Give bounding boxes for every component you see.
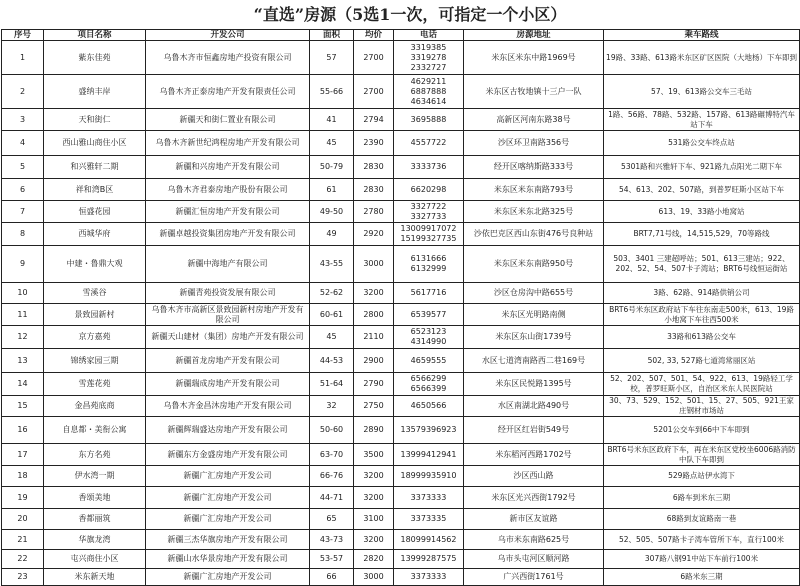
col-index-header: 序号 <box>2 30 44 41</box>
col-area-cell: 50-60 <box>310 417 354 444</box>
col-phone-cell: 3695888 <box>394 109 464 131</box>
col-index-cell: 18 <box>2 466 44 487</box>
col-project-name-cell: 天和街仁 <box>44 109 146 131</box>
col-avg-price-cell: 2800 <box>354 304 394 326</box>
col-address-cell: 水区南湖北路490号 <box>464 396 604 417</box>
col-index-cell: 17 <box>2 444 44 466</box>
col-project-name-header: 项目名称 <box>44 30 146 41</box>
col-index-cell: 3 <box>2 109 44 131</box>
col-phone-cell: 3333736 <box>394 156 464 179</box>
col-area-cell: 61 <box>310 179 354 201</box>
col-address-cell: 经开区红岩街549号 <box>464 417 604 444</box>
col-project-name-cell: 和兴雅轩二期 <box>44 156 146 179</box>
col-developer-header: 开发公司 <box>146 30 310 41</box>
col-index-cell: 6 <box>2 179 44 201</box>
col-bus-route-cell: 531路公交车终点站 <box>604 131 800 156</box>
col-avg-price-cell: 3000 <box>354 246 394 283</box>
col-index-cell: 4 <box>2 131 44 156</box>
col-developer-cell: 新疆广汇房地产开发公司 <box>146 466 310 487</box>
table-row <box>2 417 800 444</box>
col-avg-price-cell: 3100 <box>354 509 394 530</box>
table-row <box>2 304 800 326</box>
col-index-cell: 1 <box>2 41 44 75</box>
col-phone-cell: 6566299 6566399 <box>394 373 464 396</box>
col-avg-price-cell: 2920 <box>354 223 394 246</box>
col-area-cell: 45 <box>310 326 354 349</box>
col-index-cell: 21 <box>2 530 44 550</box>
col-address-cell: 高新区河南东路38号 <box>464 109 604 131</box>
col-developer-cell: 新疆辉瑞盛达房地产开发有限公司 <box>146 417 310 444</box>
table-row <box>2 179 800 201</box>
col-avg-price-cell: 2820 <box>354 550 394 569</box>
col-project-name-cell: 香都丽筑 <box>44 509 146 530</box>
col-developer-cell: 乌鲁木齐市高新区景致园新村房地产开发有限公司 <box>146 304 310 326</box>
table-row <box>2 131 800 156</box>
col-developer-cell: 新疆首龙房地产开发有限公司 <box>146 349 310 373</box>
col-phone-cell: 4659555 <box>394 349 464 373</box>
col-area-cell: 65 <box>310 509 354 530</box>
table-row <box>2 41 800 75</box>
col-address-cell: 广兴西街1761号 <box>464 569 604 586</box>
col-developer-cell: 新疆瑞成房地产开发有限公司 <box>146 373 310 396</box>
table-row <box>2 75 800 109</box>
col-phone-cell: 3327722 3327733 <box>394 201 464 223</box>
col-developer-cell: 新疆广汇房地产开发公司 <box>146 569 310 586</box>
col-index-cell: 16 <box>2 417 44 444</box>
col-project-name-cell: 华旗龙湾 <box>44 530 146 550</box>
col-avg-price-cell: 2900 <box>354 349 394 373</box>
col-area-cell: 53-57 <box>310 550 354 569</box>
col-project-name-cell: 雪莲花苑 <box>44 373 146 396</box>
table-row <box>2 109 800 131</box>
col-phone-cell: 13999412941 <box>394 444 464 466</box>
col-project-name-cell: 金昌苑底商 <box>44 396 146 417</box>
col-developer-cell: 新疆广汇房地产开发公司 <box>146 509 310 530</box>
col-address-cell: 米东区光明路南侧 <box>464 304 604 326</box>
col-avg-price-cell: 2390 <box>354 131 394 156</box>
col-project-name-cell: 京方嘉苑 <box>44 326 146 349</box>
col-developer-cell: 新疆东方金盛房地产开发有限公司 <box>146 444 310 466</box>
col-bus-route-cell: BRT7,71号线，14,515,529，70等路线 <box>604 223 800 246</box>
col-address-cell: 沙区仓房沟中路655号 <box>464 283 604 304</box>
col-phone-cell: 13999287575 <box>394 550 464 569</box>
col-avg-price-cell: 2790 <box>354 373 394 396</box>
col-address-cell: 米东区米东南路950号 <box>464 246 604 283</box>
col-area-cell: 63-70 <box>310 444 354 466</box>
col-address-cell: 米东稻河西路1702号 <box>464 444 604 466</box>
table-row <box>2 530 800 550</box>
col-area-cell: 45 <box>310 131 354 156</box>
col-area-cell: 60-61 <box>310 304 354 326</box>
col-address-cell: 水区七道湾南路西二巷169号 <box>464 349 604 373</box>
col-bus-route-cell: 52、202、507、501、54、922、613、19路轻工学校，普罗旺斯小区，自治区米东人民医院站 <box>604 373 800 396</box>
table-row <box>2 509 800 530</box>
col-avg-price-cell: 3000 <box>354 569 394 586</box>
col-bus-route-cell: 5201公交车到66中下车即到 <box>604 417 800 444</box>
col-area-header: 面积 <box>310 30 354 41</box>
col-area-cell: 43-55 <box>310 246 354 283</box>
col-address-cell: 沙区环卫南路356号 <box>464 131 604 156</box>
col-project-name-cell: 屯兴商住小区 <box>44 550 146 569</box>
table-row <box>2 326 800 349</box>
col-bus-route-cell: 503、3401 三建超呼站；501、613三建站；922、202、52、54、507卡子湾站；BRT6号线恒运街站 <box>604 246 800 283</box>
col-index-cell: 20 <box>2 509 44 530</box>
col-developer-cell: 新疆天和街仁置业有限公司 <box>146 109 310 131</box>
col-avg-price-cell: 2794 <box>354 109 394 131</box>
table-row <box>2 396 800 417</box>
col-area-cell: 66 <box>310 569 354 586</box>
col-address-cell: 新市区友谊路 <box>464 509 604 530</box>
col-project-name-cell: 米东新天地 <box>44 569 146 586</box>
col-area-cell: 44-53 <box>310 349 354 373</box>
col-area-cell: 44-71 <box>310 487 354 509</box>
col-phone-cell: 13009917072 15199327735 <box>394 223 464 246</box>
col-avg-price-header: 均价 <box>354 30 394 41</box>
col-bus-route-cell: 54、613、202、507路，到普罗旺斯小区站下车 <box>604 179 800 201</box>
table-row <box>2 550 800 569</box>
col-phone-cell: 6523123 4314990 <box>394 326 464 349</box>
col-index-cell: 15 <box>2 396 44 417</box>
col-phone-cell: 4629211 6887888 4634614 <box>394 75 464 109</box>
col-bus-route-cell: 68路到友谊路南一巷 <box>604 509 800 530</box>
housing-table <box>1 29 800 586</box>
col-project-name-cell: 东方名苑 <box>44 444 146 466</box>
col-developer-cell: 新疆和兴房地产开发有限公司 <box>146 156 310 179</box>
col-phone-cell: 3373333 <box>394 487 464 509</box>
col-bus-route-cell: 529路点站伊水湾下 <box>604 466 800 487</box>
col-developer-cell: 新疆青苑投资发展有限公司 <box>146 283 310 304</box>
col-project-name-cell: 盛纳丰岸 <box>44 75 146 109</box>
col-address-cell: 乌市米东南路625号 <box>464 530 604 550</box>
col-phone-cell: 3373335 <box>394 509 464 530</box>
col-bus-route-cell: BRT6号米东区政府下车，再在米东区党校坐6006路消防中队下车即到 <box>604 444 800 466</box>
col-project-name-cell: 西山雅山商住小区 <box>44 131 146 156</box>
col-bus-route-cell: 3路、62路、914路供销公司 <box>604 283 800 304</box>
col-project-name-cell: 紫东佳苑 <box>44 41 146 75</box>
col-area-cell: 66-76 <box>310 466 354 487</box>
table-row <box>2 373 800 396</box>
col-project-name-cell: 锦绣家园三期 <box>44 349 146 373</box>
col-avg-price-cell: 3200 <box>354 466 394 487</box>
col-avg-price-cell: 2830 <box>354 156 394 179</box>
col-project-name-cell: 祥和湾B区 <box>44 179 146 201</box>
table-row <box>2 246 800 283</box>
col-developer-cell: 乌鲁木齐新世纪鸿程房地产开发有限公司 <box>146 131 310 156</box>
col-phone-header: 电话 <box>394 30 464 41</box>
table-row <box>2 466 800 487</box>
col-area-cell: 43-73 <box>310 530 354 550</box>
col-developer-cell: 新疆广汇房地产开发公司 <box>146 487 310 509</box>
col-project-name-cell: 中建・鲁鼎大观 <box>44 246 146 283</box>
col-index-cell: 19 <box>2 487 44 509</box>
col-address-cell: 米东区古牧地镇十三户一队 <box>464 75 604 109</box>
col-area-cell: 49 <box>310 223 354 246</box>
col-developer-cell: 新疆汇恒房地产开发有限公司 <box>146 201 310 223</box>
col-address-cell: 经开区喀纳斯路333号 <box>464 156 604 179</box>
col-area-cell: 55-66 <box>310 75 354 109</box>
col-area-cell: 50-79 <box>310 156 354 179</box>
col-avg-price-cell: 3500 <box>354 444 394 466</box>
col-address-cell: 米东区米东南路793号 <box>464 179 604 201</box>
col-area-cell: 51-64 <box>310 373 354 396</box>
col-avg-price-cell: 2700 <box>354 75 394 109</box>
col-developer-cell: 新疆中海地产有限公司 <box>146 246 310 283</box>
col-bus-route-cell: BRT6号米东区政府站下车往东南走500米，613、19路小地窝下车往西500米 <box>604 304 800 326</box>
col-developer-cell: 乌鲁木齐市恒鑫房地产投资有限公司 <box>146 41 310 75</box>
table-row <box>2 283 800 304</box>
col-developer-cell: 新疆天山建材（集团）房地产开发有限公司 <box>146 326 310 349</box>
col-developer-cell: 乌鲁木齐正泰房地产开发有限责任公司 <box>146 75 310 109</box>
col-avg-price-cell: 3200 <box>354 283 394 304</box>
col-phone-cell: 13579396923 <box>394 417 464 444</box>
col-index-cell: 23 <box>2 569 44 586</box>
col-bus-route-cell: 613、19、33路小地窝站 <box>604 201 800 223</box>
col-bus-route-cell: 1路、56路、78路、532路、157路、613路碾博特汽车站下车 <box>604 109 800 131</box>
col-avg-price-cell: 2110 <box>354 326 394 349</box>
col-address-cell: 沙区西山路 <box>464 466 604 487</box>
col-avg-price-cell: 2890 <box>354 417 394 444</box>
col-bus-route-cell: 33路和613路公交车 <box>604 326 800 349</box>
col-area-cell: 41 <box>310 109 354 131</box>
col-bus-route-cell: 6路车到米东三期 <box>604 487 800 509</box>
col-phone-cell: 18999935910 <box>394 466 464 487</box>
table-row <box>2 349 800 373</box>
col-project-name-cell: 香颂美地 <box>44 487 146 509</box>
col-address-header: 房源地址 <box>464 30 604 41</box>
col-avg-price-cell: 2750 <box>354 396 394 417</box>
col-avg-price-cell: 2780 <box>354 201 394 223</box>
col-address-cell: 米东区米东中路1969号 <box>464 41 604 75</box>
col-bus-route-cell: 502, 33, 527路七道湾常丽区站 <box>604 349 800 373</box>
col-phone-cell: 5617716 <box>394 283 464 304</box>
col-project-name-cell: 恒盛花园 <box>44 201 146 223</box>
col-bus-route-cell: 19路、33路、613路米东区矿区医院（大地杨）下车即到 <box>604 41 800 75</box>
col-project-name-cell: 雪溪谷 <box>44 283 146 304</box>
col-address-cell: 乌市头屯河区顺河路 <box>464 550 604 569</box>
col-address-cell: 米东区米东北路325号 <box>464 201 604 223</box>
col-index-cell: 7 <box>2 201 44 223</box>
col-project-name-cell: 自息都・美衔公寓 <box>44 417 146 444</box>
col-phone-cell: 6620298 <box>394 179 464 201</box>
col-address-cell: 米东区东山街1739号 <box>464 326 604 349</box>
col-index-cell: 8 <box>2 223 44 246</box>
col-bus-route-cell: 57、19、613路公交车三毛站 <box>604 75 800 109</box>
col-area-cell: 52-62 <box>310 283 354 304</box>
col-developer-cell: 乌鲁木齐金昌沐房地产开发有限公司 <box>146 396 310 417</box>
col-avg-price-cell: 2830 <box>354 179 394 201</box>
col-index-cell: 10 <box>2 283 44 304</box>
col-phone-cell: 3319385 3319278 2332727 <box>394 41 464 75</box>
table-row <box>2 444 800 466</box>
col-index-cell: 11 <box>2 304 44 326</box>
col-index-cell: 22 <box>2 550 44 569</box>
col-area-cell: 49-50 <box>310 201 354 223</box>
col-phone-cell: 4557722 <box>394 131 464 156</box>
col-avg-price-cell: 2700 <box>354 41 394 75</box>
table-row <box>2 201 800 223</box>
table-row <box>2 223 800 246</box>
col-project-name-cell: 伊水湾一期 <box>44 466 146 487</box>
col-index-cell: 14 <box>2 373 44 396</box>
col-project-name-cell: 西城华府 <box>44 223 146 246</box>
col-index-cell: 9 <box>2 246 44 283</box>
col-phone-cell: 3373333 <box>394 569 464 586</box>
table-row <box>2 156 800 179</box>
col-address-cell: 米东区光兴西街1792号 <box>464 487 604 509</box>
col-address-cell: 米东区民悦路1395号 <box>464 373 604 396</box>
header-row <box>2 30 800 41</box>
col-address-cell: 沙依巴克区西山东街476号良种站 <box>464 223 604 246</box>
col-bus-route-header: 乘车路线 <box>604 30 800 41</box>
col-bus-route-cell: 5301路和兴雅轩下车、921路九点阳光二期下车 <box>604 156 800 179</box>
col-index-cell: 2 <box>2 75 44 109</box>
col-avg-price-cell: 3200 <box>354 530 394 550</box>
col-area-cell: 57 <box>310 41 354 75</box>
col-bus-route-cell: 30、73、529、152、501、15、27、505、921王家庄钢材市场站 <box>604 396 800 417</box>
page-title: “直选”房源（5选1一次，可指定一个小区） <box>253 5 567 24</box>
col-developer-cell: 新疆三杰华旗房地产开发有限公司 <box>146 530 310 550</box>
col-index-cell: 5 <box>2 156 44 179</box>
col-phone-cell: 18099914562 <box>394 530 464 550</box>
col-developer-cell: 新疆山水华景房地产开发有限公司 <box>146 550 310 569</box>
col-developer-cell: 新疆卓越投资集团房地产开发有限公司 <box>146 223 310 246</box>
col-area-cell: 32 <box>310 396 354 417</box>
col-phone-cell: 6131666 6132999 <box>394 246 464 283</box>
col-phone-cell: 6539577 <box>394 304 464 326</box>
col-index-cell: 12 <box>2 326 44 349</box>
col-developer-cell: 乌鲁木齐君泰房地产股份有限公司 <box>146 179 310 201</box>
col-bus-route-cell: 6路米东三期 <box>604 569 800 586</box>
col-phone-cell: 4650566 <box>394 396 464 417</box>
col-index-cell: 13 <box>2 349 44 373</box>
col-project-name-cell: 景致园新村 <box>44 304 146 326</box>
col-bus-route-cell: 52、505、507路卡子湾车管所下车，直行100米 <box>604 530 800 550</box>
col-avg-price-cell: 3200 <box>354 487 394 509</box>
col-bus-route-cell: 307路八钢91中站下车前行100米 <box>604 550 800 569</box>
table-row <box>2 487 800 509</box>
